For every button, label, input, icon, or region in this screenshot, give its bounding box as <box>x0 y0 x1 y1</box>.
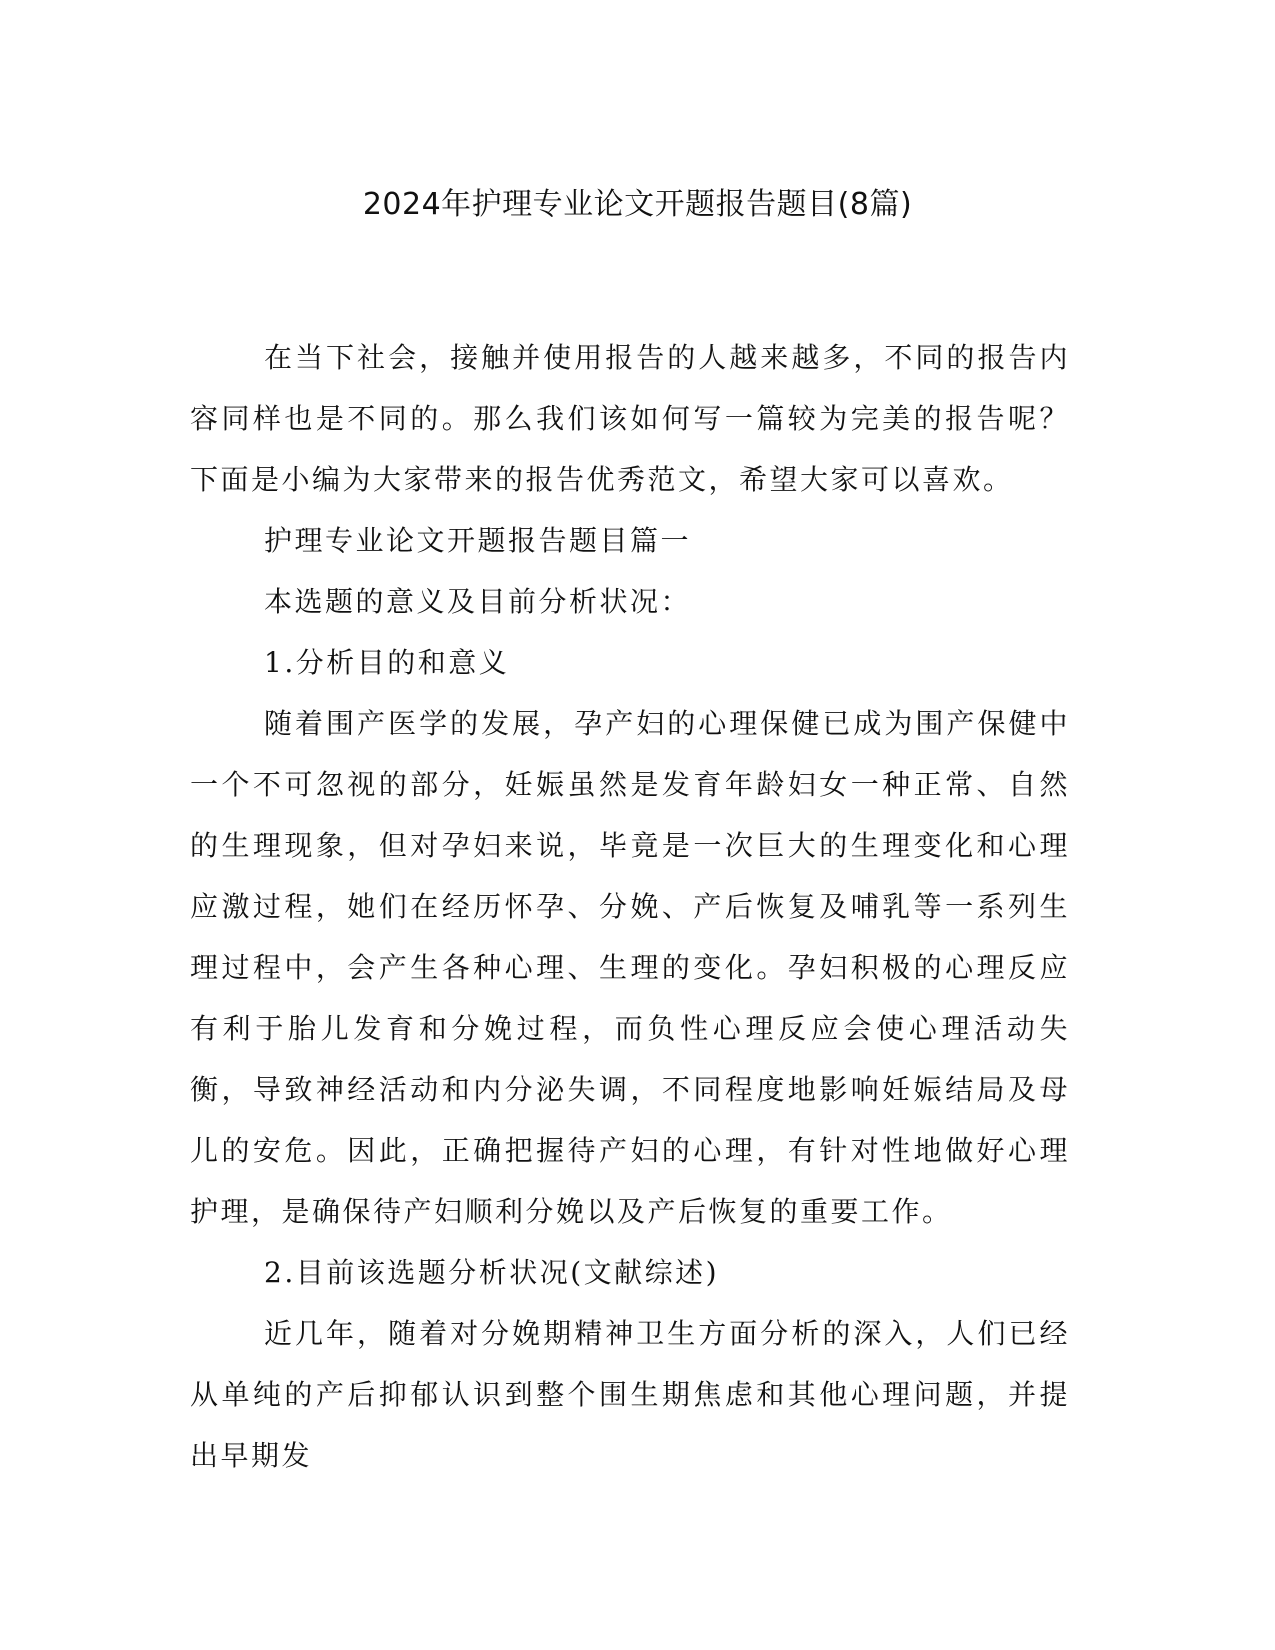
body-paragraph-2: 近几年，随着对分娩期精神卫生方面分析的深入，人们已经从单纯的产后抑郁认识到整个围生期焦虑和其他心理问题，并提出早期发 <box>190 1317 1070 1472</box>
document-title: 2024年护理专业论文开题报告题目(8篇) <box>362 187 913 222</box>
list-heading-1: 1.分析目的和意义 <box>264 646 510 679</box>
intro-paragraph: 在当下社会，接触并使用报告的人越来越多，不同的报告内容同样也是不同的。那么我们该如何写一篇较为完美的报告呢？下面是小编为大家带来的报告优秀范文，希望大家可以喜欢。 <box>190 341 1070 496</box>
document-body <box>190 327 1070 1486</box>
subsection-heading: 本选题的意义及目前分析状况： <box>264 585 692 618</box>
section-heading-1: 护理专业论文开题报告题目篇一 <box>264 524 692 557</box>
body-paragraph-1: 随着围产医学的发展，孕产妇的心理保健已成为围产保健中一个不可忽视的部分，妊娠虽然是发育年龄妇女一种正常、自然的生理现象，但对孕妇来说，毕竟是一次巨大的生理变化和心理应激过程，她们在经历怀孕、分娩、产后恢复及哺乳等一系列生理过程中，会产生各种心理、生理的变化。孕妇积极的心理反应有利于胎儿发育和分娩过程，而负性心理反应会使心理活动失衡，导致神经活动和内分泌失调，不同程度地影响妊娠结局及母儿的安危。因此，正确把握待产妇的心理，有针对性地做好心理护理，是确保待产妇顺利分娩以及产后恢复的重要工作。 <box>190 707 1070 1228</box>
list-heading-2: 2.目前该选题分析状况(文献综述) <box>264 1256 720 1289</box>
